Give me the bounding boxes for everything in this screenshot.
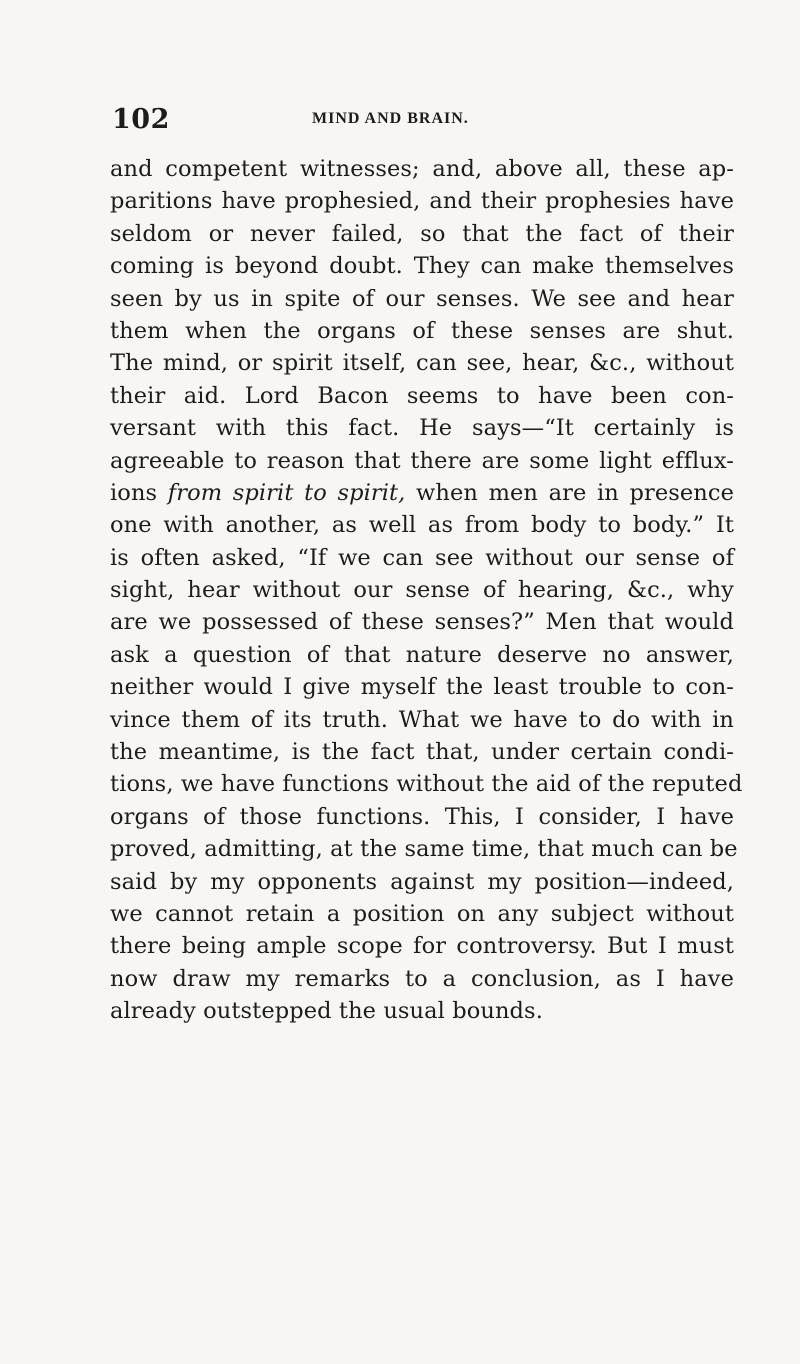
page-number: 102 [112,104,170,135]
text-line: proved, admitting, at the same time, that much can be [110,836,738,863]
text-line: seen by us in spite of our senses. We see and hear [110,285,734,312]
text-line: ask a question of that nature deserve no answer, [110,641,734,668]
text-line: the meantime, is the fact that, under certain condi- [110,739,734,766]
text-line: vince them of its truth. What we have to do with in [110,706,734,733]
text-line: we cannot retain a position on any subject without [110,900,734,927]
text-line: and competent witnesses; and, above all, these ap- [110,156,734,182]
text-line-last: already outstepped the usual bounds. [110,998,543,1025]
text-line: sight, hear without our sense of hearing, &c., why [110,577,734,604]
text-line: them when the organs of these senses are shut. [110,317,734,344]
text-line: there being ample scope for controversy. But I must [110,933,734,960]
text-line: their aid. Lord Bacon seems to have been con- [110,382,734,409]
running-title: MIND AND BRAIN. [312,110,469,127]
text-segment: when men are in presence [405,479,735,506]
text-line: seldom or never failed, so that the fact of their [110,220,734,247]
body-paragraph [110,153,743,1028]
text-line: versant with this fact. He says—“It certainly is [110,415,734,442]
text-line: neither would I give myself the least trouble to con- [110,674,734,701]
text-line: organs of those functions. This, I consider, I have [110,803,734,830]
text-line: paritions have prophesied, and their prophesies have [110,188,734,215]
text-line: tions, we have functions without the aid of the reputed [110,771,743,798]
text-line: is often asked, “If we can see without our sense of [110,544,734,571]
text-line: one with another, as well as from body to body.” It [110,512,734,539]
text-segment: ions [110,479,168,506]
italic-phrase: from spirit to spirit, [167,479,406,506]
text-line: are we possessed of these senses?” Men that would [110,609,734,636]
text-line: The mind, or spirit itself, can see, hear, &c., without [110,350,734,377]
running-head [112,104,730,138]
text-line-with-italic [110,477,734,509]
text-line: said by my opponents against my position—indeed, [110,868,734,895]
text-line: now draw my remarks to a conclusion, as I have [110,965,734,992]
text-line: coming is beyond doubt. They can make themselves [110,253,734,280]
text-line: agreeable to reason that there are some light efflux- [110,447,734,474]
